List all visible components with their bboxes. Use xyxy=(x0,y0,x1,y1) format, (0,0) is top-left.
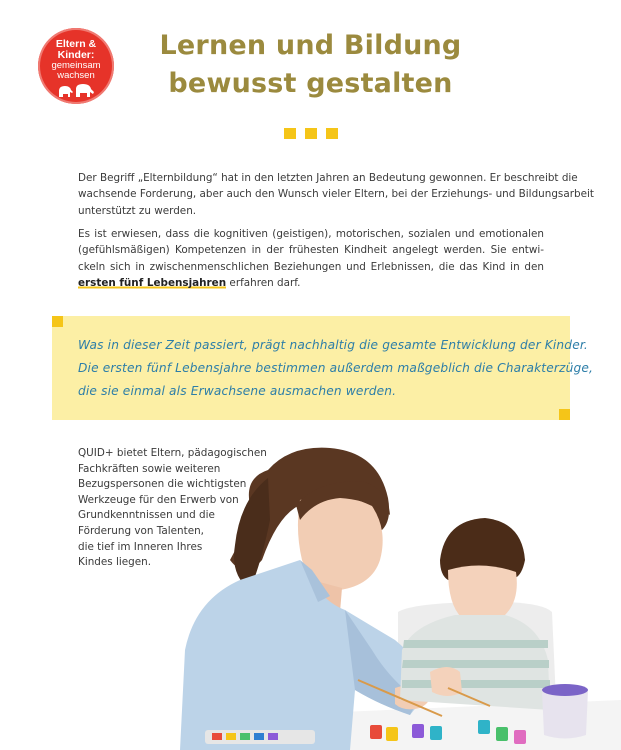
paragraph-line: Es ist erwiesen, dass die kognitiven (geistigen), motorischen, sozialen und emotionalen xyxy=(78,228,544,240)
side-line: Grundkenntnissen und die xyxy=(78,509,215,522)
side-line: die tief im Inneren Ihres xyxy=(78,540,203,553)
paragraph-line: (gefühlsmäßigen) Kompetenzen in der frühesten Kindheit angelegt werden. Sie entwi- xyxy=(78,244,544,257)
side-line: Förderung von Talenten, xyxy=(78,524,204,537)
side-line: Bezugspersonen die wichtigsten xyxy=(78,478,247,491)
intro-line: unterstützt zu werden. xyxy=(78,204,197,217)
side-line: Werkzeuge für den Erwerb von xyxy=(78,493,239,506)
quote-line: Die ersten fünf Lebensjahre bestimmen außerdem maßgeblich die Charakterzüge, xyxy=(78,361,593,375)
quote-line: die sie einmal als Erwachsene ausmachen werden. xyxy=(78,384,397,398)
paragraph-tail: erfahren darf. xyxy=(226,276,301,289)
badge-line-3: gemeinsam xyxy=(51,60,101,71)
intro-line: Der Begriff „Elternbildung“ hat in den letzten Jahren an Bedeutung gewonnen. Er beschreibt die xyxy=(78,172,578,184)
badge-line-4: wachsen xyxy=(57,70,95,81)
highlight-text: ersten fünf Lebensjahren xyxy=(78,276,227,289)
side-line: QUID+ bietet Eltern, pädagogischen xyxy=(78,447,267,459)
side-line: Fachkräften sowie weiteren xyxy=(78,462,221,475)
quote-line: Was in dieser Zeit passiert, prägt nachhaltig die gesamte Entwicklung der Kinder. xyxy=(78,338,588,352)
page-title-line-2: bewusst gestalten xyxy=(168,68,453,99)
page-title-line-1: Lernen und Bildung xyxy=(159,30,462,61)
badge-line-2: Kinder: xyxy=(57,49,95,61)
badge-line-1: Eltern & xyxy=(55,38,97,50)
side-line: Kindes liegen. xyxy=(78,556,152,569)
intro-line: wachsende Forderung, aber auch den Wunsch vieler Eltern, bei der Erziehungs- und Bildungsarbeit xyxy=(78,188,594,201)
paragraph-line: ckeln sich in zwischenmenschlichen Beziehungen und Erlebnissen, die das Kind in den xyxy=(78,260,544,273)
